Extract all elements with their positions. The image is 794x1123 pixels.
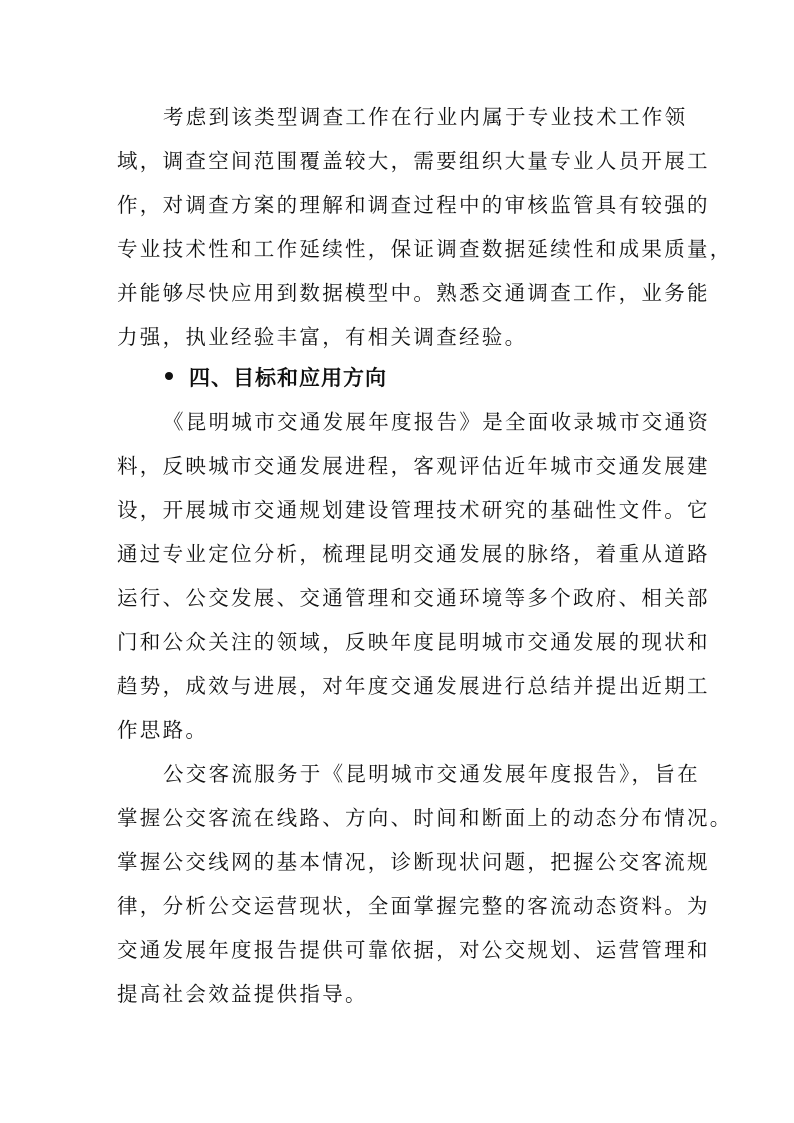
paragraph-2-line-3: 设，开展城市交通规划建设管理技术研究的基础性文件。它	[117, 498, 710, 522]
paragraph-2-line-7: 趋势，成效与进展，对年度交通发展进行总结并提出近期工	[117, 674, 710, 698]
paragraph-3-line-1: 公交客流服务于《昆明城市交通发展年度报告》，旨在	[163, 762, 700, 786]
paragraph-1-line-4: 专业技术性和工作延续性，保证调查数据延续性和成果质量，	[117, 237, 733, 261]
section-heading-text: 四、目标和应用方向	[189, 366, 387, 390]
paragraph-2-line-1: 《昆明城市交通发展年度报告》是全面收录城市交通资	[163, 410, 711, 434]
paragraph-2-line-8: 作思路。	[117, 718, 209, 742]
bullet-icon	[165, 372, 173, 380]
paragraph-3-line-6: 提高社会效益提供指导。	[117, 982, 368, 1006]
paragraph-3-line-3: 掌握公交线网的基本情况，诊断现状问题，把握公交客流规	[117, 850, 710, 874]
section-heading	[165, 364, 387, 392]
paragraph-1-line-6: 力强，执业经验丰富，有相关调查经验。	[117, 325, 528, 349]
paragraph-3-line-5: 交通发展年度报告提供可靠依据，对公交规划、运营管理和	[117, 938, 710, 962]
paragraph-2-line-2: 料，反映城市交通发展进程，客观评估近年城市交通发展建	[117, 454, 710, 478]
paragraph-2-line-5: 运行、公交发展、交通管理和交通环境等多个政府、相关部	[117, 586, 710, 610]
paragraph-2-line-6: 门和公众关注的领域，反映年度昆明城市交通发展的现状和	[117, 630, 710, 654]
paragraph-1-line-3: 作，对调查方案的理解和调查过程中的审核监管具有较强的	[117, 193, 710, 217]
paragraph-3-line-4: 律，分析公交运营现状，全面掌握完整的客流动态资料。为	[117, 894, 710, 918]
paragraph-2-line-4: 通过专业定位分析，梳理昆明交通发展的脉络，着重从道路	[117, 542, 710, 566]
paragraph-1-line-5: 并能够尽快应用到数据模型中。熟悉交通调查工作，业务能	[117, 281, 710, 305]
paragraph-1-line-2: 域，调查空间范围覆盖较大，需要组织大量专业人员开展工	[117, 149, 710, 173]
paragraph-3-line-2: 掌握公交客流在线路、方向、时间和断面上的动态分布情况。	[117, 806, 733, 830]
paragraph-1-line-1: 考虑到该类型调查工作在行业内属于专业技术工作领	[163, 105, 688, 129]
